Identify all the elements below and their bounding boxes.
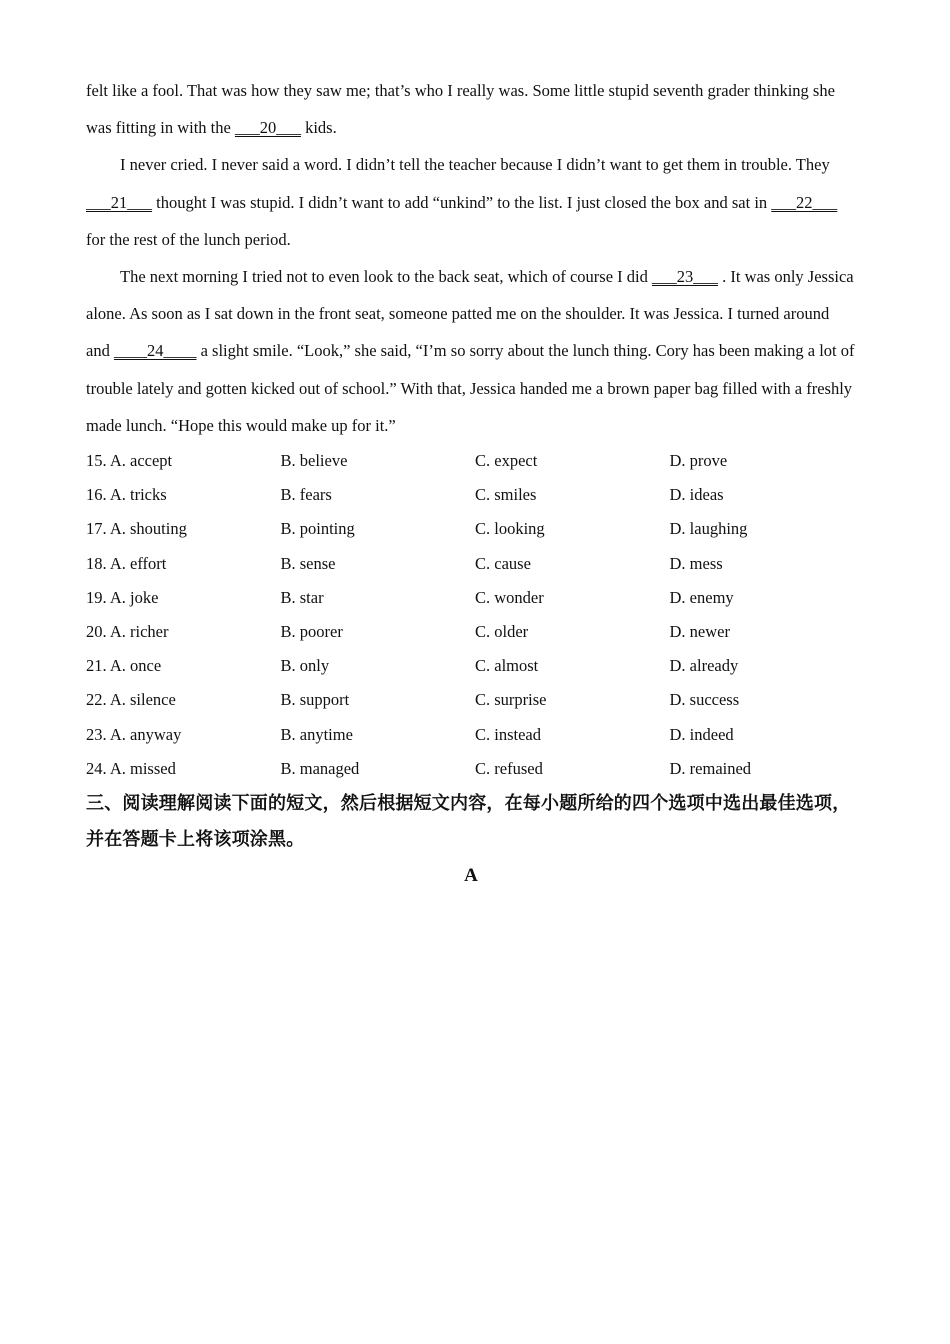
- option-a: 22. A. silence: [86, 690, 176, 710]
- option-b: B. believe: [280, 451, 348, 471]
- question-row-24: [86, 752, 856, 786]
- option-b: B. managed: [280, 758, 360, 778]
- option-c: C. wonder: [475, 587, 544, 607]
- question-row-23: [86, 718, 856, 752]
- option-c: C. looking: [475, 519, 545, 539]
- option-d: D. indeed: [669, 724, 734, 744]
- option-b: B. pointing: [280, 519, 355, 539]
- question-row-19: [86, 581, 856, 615]
- paragraph-text: . It was only Jessica alone. As soon as I sat down in the front seat, someone patted me on the shoulder. It was Jessica. I turned around and: [86, 267, 854, 361]
- paragraph-text: thought I was stupid. I didn’t want to add “unkind” to the list. I just closed the box and sat in: [152, 192, 772, 212]
- question-options: [86, 444, 856, 786]
- option-b: B. star: [280, 587, 324, 607]
- option-d: D. ideas: [669, 485, 724, 505]
- paragraph-text: a slight smile. “Look,” she said, “I’m so sorry about the lunch thing. Cory has been making a lot of trouble lately and gotten kicked out of school.” With that, Jessica handed me a brown paper bag filled with a freshly made lunch. “Hope this would make up for it.”: [86, 341, 855, 435]
- passage-paragraph-1: [86, 72, 856, 146]
- option-b: B. fears: [280, 485, 332, 505]
- option-d: D. newer: [669, 621, 730, 641]
- question-row-16: [86, 478, 856, 512]
- option-d: D. already: [669, 656, 739, 676]
- question-row-17: [86, 512, 856, 546]
- question-row-21: [86, 649, 856, 683]
- option-b: B. support: [280, 690, 350, 710]
- option-c: C. cause: [475, 553, 531, 573]
- option-a: 24. A. missed: [86, 758, 176, 778]
- blank-23: ___23___: [651, 267, 718, 287]
- option-d: D. mess: [669, 553, 723, 573]
- option-a: 19. A. joke: [86, 587, 159, 607]
- option-b: B. only: [280, 656, 330, 676]
- blank-21: ___21___: [86, 192, 152, 212]
- paragraph-text: for the rest of the lunch period.: [86, 229, 291, 249]
- option-c: C. instead: [475, 724, 541, 744]
- option-b: B. sense: [280, 553, 336, 573]
- question-row-18: [86, 547, 856, 581]
- option-d: D. laughing: [669, 519, 748, 539]
- option-a: 17. A. shouting: [86, 519, 187, 539]
- option-a: 20. A. richer: [86, 621, 169, 641]
- option-c: C. smiles: [475, 485, 537, 505]
- option-a: 21. A. once: [86, 656, 162, 676]
- paragraph-text: felt like a fool. That was how they saw me; that’s who I really was. Some little stupid seventh grader thinking she was fitting in with the: [86, 81, 835, 138]
- option-c: C. almost: [475, 656, 539, 676]
- option-d: D. prove: [669, 451, 728, 471]
- paragraph-text: kids.: [300, 118, 337, 138]
- blank-20: ___20___: [234, 118, 301, 138]
- option-d: D. enemy: [669, 587, 734, 607]
- blank-24: ____24____: [113, 341, 197, 361]
- option-a: 15. A. accept: [86, 451, 173, 471]
- option-c: C. surprise: [475, 690, 547, 710]
- option-d: D. success: [669, 690, 740, 710]
- option-b: B. poorer: [280, 621, 343, 641]
- option-c: C. older: [475, 621, 529, 641]
- passage-label: A: [464, 864, 478, 886]
- passage-paragraph-3: [86, 258, 856, 444]
- option-a: 18. A. effort: [86, 553, 167, 573]
- option-a: 23. A. anyway: [86, 724, 182, 744]
- section-heading: 三、阅读理解阅读下面的短文，然后根据短文内容，在每小题所给的四个选项中选出最佳选项，并在答题卡上将该项涂黑。: [86, 792, 851, 850]
- passage-paragraph-2: [86, 146, 856, 258]
- option-a: 16. A. tricks: [86, 485, 167, 505]
- paragraph-text: I never cried. I never said a word. I didn’t tell the teacher because I didn’t want to get them in trouble. They: [120, 155, 830, 175]
- paragraph-text: The next morning I tried not to even look to the back seat, which of course I did: [120, 267, 652, 287]
- option-b: B. anytime: [280, 724, 353, 744]
- blank-22: ___22___: [771, 192, 838, 212]
- question-row-15: [86, 444, 856, 478]
- question-row-20: [86, 615, 856, 649]
- option-c: C. expect: [475, 451, 538, 471]
- document-page: [86, 72, 856, 894]
- question-row-22: [86, 683, 856, 717]
- option-c: C. refused: [475, 758, 543, 778]
- option-d: D. remained: [669, 758, 752, 778]
